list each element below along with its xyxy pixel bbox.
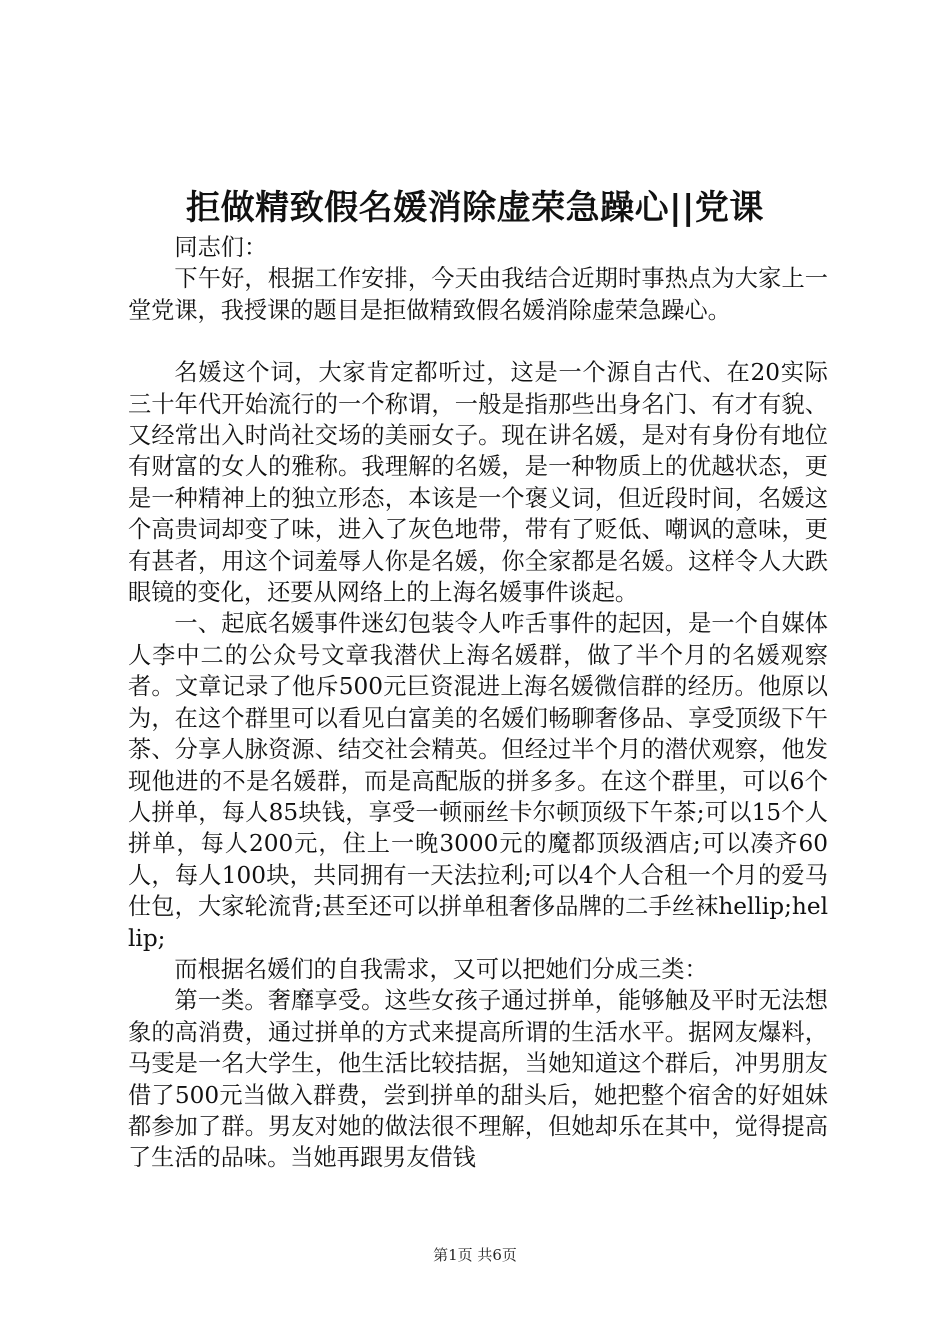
paragraph-intro: 下午好，根据工作安排，今天由我结合近期时事热点为大家上一堂党课，我授课的题目是拒做精致假名媛消除虚荣急躁心。 [128, 265, 828, 324]
page-footer: 第1页 共6页 [433, 1246, 517, 1264]
salutation: 同志们： [174, 234, 268, 261]
paragraph-type-one: 第一类。奢靡享受。这些女孩子通过拼单，能够触及平时无法想象的高消费，通过拼单的方式来提高所谓的生活水平。据网友爆料，马雯是一名大学生，他生活比较拮据，当她知道这个群后，冲男朋友借了500元当做入群费，尝到拼单的甜头后，她把整个宿舍的好姐妹都参加了群。男友对她的做法很不理解，但她却乐在其中，觉得提高了生活的品味。当她再跟男友借钱 [128, 987, 828, 1172]
document-title: 拒做精致假名媛消除虚荣急躁心||党课 [186, 188, 764, 228]
paragraph-mingyuan-definition: 名媛这个词，大家肯定都听过，这是一个源自古代、在20实际三十年代开始流行的一个称谓，一般是指那些出身名门、有才有貌、又经常出入时尚社交场的美丽女子。现在讲名媛，是对有身份有地位有财富的女人的雅称。我理解的名媛，是一种物质上的优越状态，更是一种精神上的独立形态，本该是一个褒义词，但近段时间，名媛这个高贵词却变了味，进入了灰色地带，带有了贬低、嘲讽的意味，更有甚者，用这个词羞辱人你是名媛，你全家都是名媛。这样令人大跌眼镜的变化，还要从网络上的上海名媛事件谈起。 [128, 359, 828, 607]
paragraph-three-types: 而根据名媛们的自我需求，又可以把她们分成三类： [174, 955, 708, 983]
paragraph-section-one: 一、起底名媛事件迷幻包装令人咋舌事件的起因，是一个自媒体人李中二的公众号文章我潜伏上海名媛群，做了半个月的名媛观察者。文章记录了他斥500元巨资混进上海名媛微信群的经历。他原以为，在这个群里可以看见白富美的名媛们畅聊奢侈品、享受顶级下午茶、分享人脉资源、结交社会精英。但经过半个月的潜伏观察，他发现他进的不是名媛群，而是高配版的拼多多。在这个群里，可以6个人拼单，每人85块钱，享受一顿丽丝卡尔顿顶级下午茶;可以15个人拼单，每人200元，住上一晚3000元的魔都顶级酒店;可以凑齐60人，每人100块，共同拥有一天法拉利;可以4个人合租一个月的爱马仕包，大家轮流背;甚至还可以拼单租奢侈品牌的二手丝袜hellip;hellip; [128, 610, 828, 952]
document-body [128, 232, 828, 1174]
